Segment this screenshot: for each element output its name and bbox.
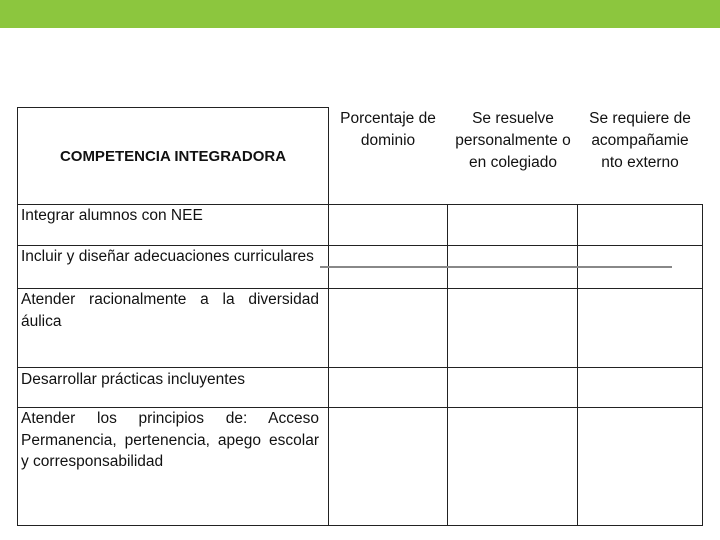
- table-divider-2: [447, 205, 448, 526]
- row-integrar-nee: Integrar alumnos con NEE: [21, 207, 203, 224]
- table-divider-3: [577, 205, 578, 526]
- table-divider-1: [328, 107, 329, 526]
- row-adecuaciones: Incluir y diseñar adecuaciones curriculares: [21, 248, 314, 265]
- gray-stroke-line: [320, 266, 672, 268]
- header-porcentaje: Porcentaje de dominio: [340, 110, 436, 149]
- table-border-bottom: [17, 525, 703, 526]
- header-acompanamiento: Se requiere de acompañamie nto externo: [589, 110, 691, 171]
- row-practicas: Desarrollar prácticas incluyentes: [21, 371, 245, 388]
- table-border-right: [702, 205, 703, 526]
- table-row-line-4: [17, 367, 703, 368]
- row-principios: Atender los principios de: Acceso Permanencia, pertenencia, apego escolar y corresponsabilidad: [21, 410, 319, 470]
- header-competencia: COMPETENCIA INTEGRADORA: [59, 147, 287, 165]
- row-diversidad: Atender racionalmente a la diversidad áulica: [21, 291, 319, 330]
- header-se-resuelve: Se resuelve personalmente o en colegiado: [455, 110, 571, 171]
